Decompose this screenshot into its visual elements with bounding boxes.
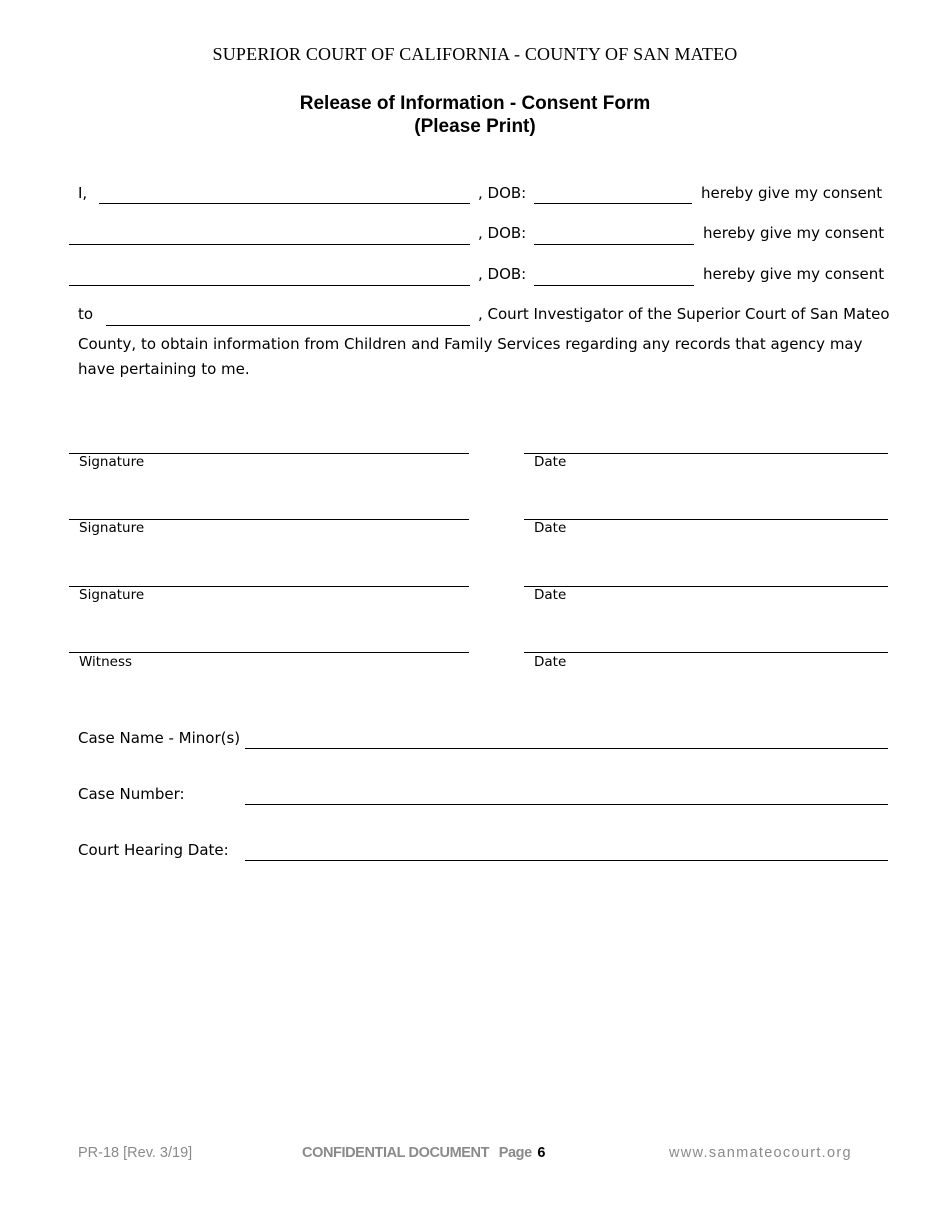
form-subtitle: (Please Print) (414, 116, 536, 137)
dob-label-3: , DOB: (478, 265, 527, 283)
name-field-3[interactable] (69, 285, 470, 286)
case-name-label: Case Name - Minor(s) (78, 729, 241, 747)
investigator-field[interactable] (106, 325, 470, 326)
signature-label-1: Signature (79, 454, 145, 470)
witness-line[interactable] (69, 652, 469, 653)
date-line-2[interactable] (524, 519, 888, 520)
dob-label-2: , DOB: (478, 224, 527, 242)
date-label-4: Date (534, 654, 567, 670)
page-label: Page (498, 1145, 532, 1161)
dob-field-1[interactable] (534, 203, 692, 204)
website-link[interactable]: www.sanmateocourt.org (669, 1145, 852, 1161)
date-line-4[interactable] (524, 652, 888, 653)
form-title: Release of Information - Consent Form (299, 93, 651, 114)
confidential-footer (302, 1145, 545, 1161)
case-name-field[interactable] (245, 748, 888, 749)
form-title-block (0, 92, 950, 138)
page-number: 6 (537, 1145, 546, 1161)
to-label: to (78, 305, 94, 323)
date-label-3: Date (534, 587, 567, 603)
case-number-field[interactable] (245, 804, 888, 805)
consent-paragraph: County, to obtain information from Children and Family Services regarding any records that agency may have pertaining to me. (78, 335, 863, 378)
consent-text-1: hereby give my consent (701, 184, 883, 202)
dob-field-3[interactable] (534, 285, 694, 286)
date-label-2: Date (534, 520, 567, 536)
dob-label-1: , DOB: (478, 184, 527, 202)
name-field-2[interactable] (69, 244, 470, 245)
date-line-3[interactable] (524, 586, 888, 587)
witness-label: Witness (79, 654, 133, 670)
signature-label-2: Signature (79, 520, 145, 536)
investigator-text: , Court Investigator of the Superior Court of San Mateo (478, 305, 890, 323)
confidential-label: CONFIDENTIAL DOCUMENT (302, 1145, 490, 1161)
hearing-date-label: Court Hearing Date: (78, 841, 229, 859)
date-label-1: Date (534, 454, 567, 470)
signature-label-3: Signature (79, 587, 145, 603)
consent-text-3: hereby give my consent (703, 265, 885, 283)
case-number-label: Case Number: (78, 785, 185, 803)
consent-text-2: hereby give my consent (703, 224, 885, 242)
consent-prefix-i: I, (78, 184, 88, 202)
dob-field-2[interactable] (534, 244, 694, 245)
hearing-date-field[interactable] (245, 860, 888, 861)
date-line-1[interactable] (524, 453, 888, 454)
form-id: PR-18 [Rev. 3/19] (78, 1145, 193, 1161)
name-field-1[interactable] (99, 203, 470, 204)
court-header: SUPERIOR COURT OF CALIFORNIA - COUNTY OF SAN MATEO (212, 44, 738, 64)
